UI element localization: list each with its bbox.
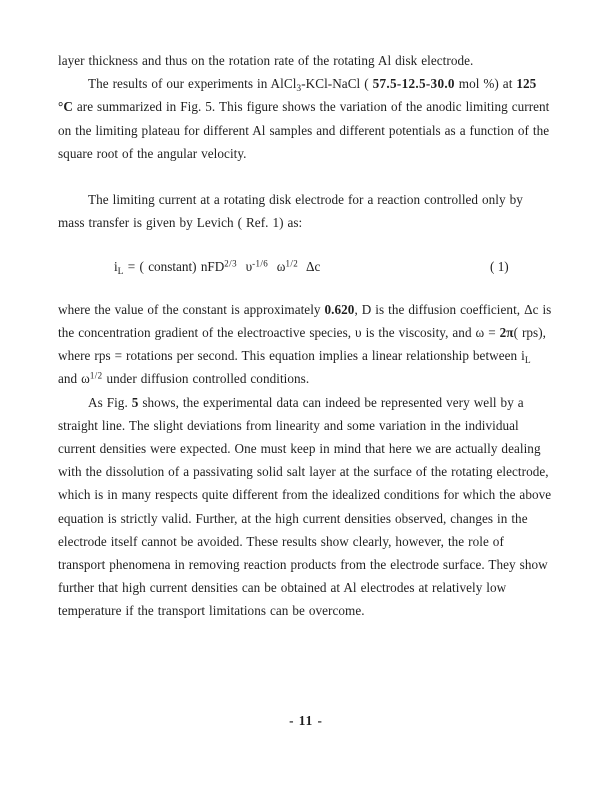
levich-intro-text: The limiting current at a rotating disk electrode for a reaction controlled only by mass transfer is given by Levich ( Ref. 1) as: [58, 192, 523, 231]
i-l-subscript: L [524, 356, 531, 367]
melt-composition: 57.5-12.5-30.0 [372, 76, 455, 92]
results-text-tail: are summarized in Fig. 5. This figure shows the variation of the anodic limiting current on the limiting plateau for different Al samples and different potentials as a function of the square root of the angular velocity. [58, 99, 550, 161]
paragraph-results [58, 72, 552, 165]
page-body [58, 49, 552, 623]
definitions-seg2: , D is the diffusion coefficient, Δc is the concentration gradient of the electroactive species, υ is the viscosity, and ω = [58, 301, 552, 340]
paragraph-continuation-text: layer thickness and thus on the rotation rate of the rotating Al disk electrode. [58, 53, 474, 68]
constant-value: 0.620 [324, 301, 355, 317]
definitions-seg1: where the value of the constant is approximately [58, 301, 325, 317]
definitions-seg5: under diffusion controlled conditions. [102, 371, 310, 387]
paragraph-discussion [58, 391, 552, 623]
equation-lhs-subscript: L [117, 266, 124, 277]
equation-omega-exponent: 1/2 [285, 257, 299, 268]
equation-nu-exponent: -1/6 [252, 257, 269, 268]
equation-nu-symbol: υ [245, 258, 253, 274]
omega-half-exponent: 1/2 [89, 370, 103, 381]
equation-omega-symbol: ω [276, 258, 286, 274]
temperature-value: 125 °C [58, 76, 537, 115]
discussion-seg1: As Fig. [88, 394, 132, 410]
paragraph-levich-intro [58, 188, 552, 234]
page-number: - 11 - [289, 713, 323, 728]
results-text-before-formula: The results of our experiments in AlCl [88, 76, 297, 92]
equation-expression [114, 255, 320, 278]
equation-constant-exponent: 2/3 [224, 257, 237, 268]
paragraph-definitions [58, 298, 552, 391]
equation-line [58, 255, 552, 278]
equation-equals: = [123, 258, 140, 274]
definitions-seg4: and ω [58, 371, 90, 387]
equation-delta-c: Δc [305, 258, 321, 274]
paragraph-continuation [58, 49, 552, 72]
two-pi-value: 2π [499, 325, 514, 340]
definitions-seg3: ( rps), where rps = rotations per second. This equation implies a linear relationship between i [58, 325, 547, 364]
equation-number: ( 1) [490, 258, 509, 274]
alcl3-subscript: 3 [296, 84, 302, 95]
equation-constant-term: ( constant) nFD [139, 258, 225, 274]
equation-lhs-symbol: i [114, 258, 118, 274]
figure-number: 5 [131, 394, 139, 410]
results-text-after-formula: -KCl-NaCl ( [301, 76, 373, 92]
composition-units: mol %) at [454, 76, 517, 92]
discussion-seg2: shows, the experimental data can indeed be represented very well by a straight line. The slight deviations from linearity and some variation in the individual current densities were expected. One must keep in mind that here we are actually dealing with the dissolution of a passivating solid salt layer at the surface of the rotating electrode, which is in many respects quite different from the idealized conditions for which the above equation is strictly valid. Further, at the high current densities observed, changes in the electrode itself cannot be avoided. These results show clearly, however, the role of transport phenomena in removing reaction products from the electrode surface. They show further that high current densities can be obtained at Al electrodes at relatively low temperature if the transport limitations can be overcome. [58, 394, 552, 619]
